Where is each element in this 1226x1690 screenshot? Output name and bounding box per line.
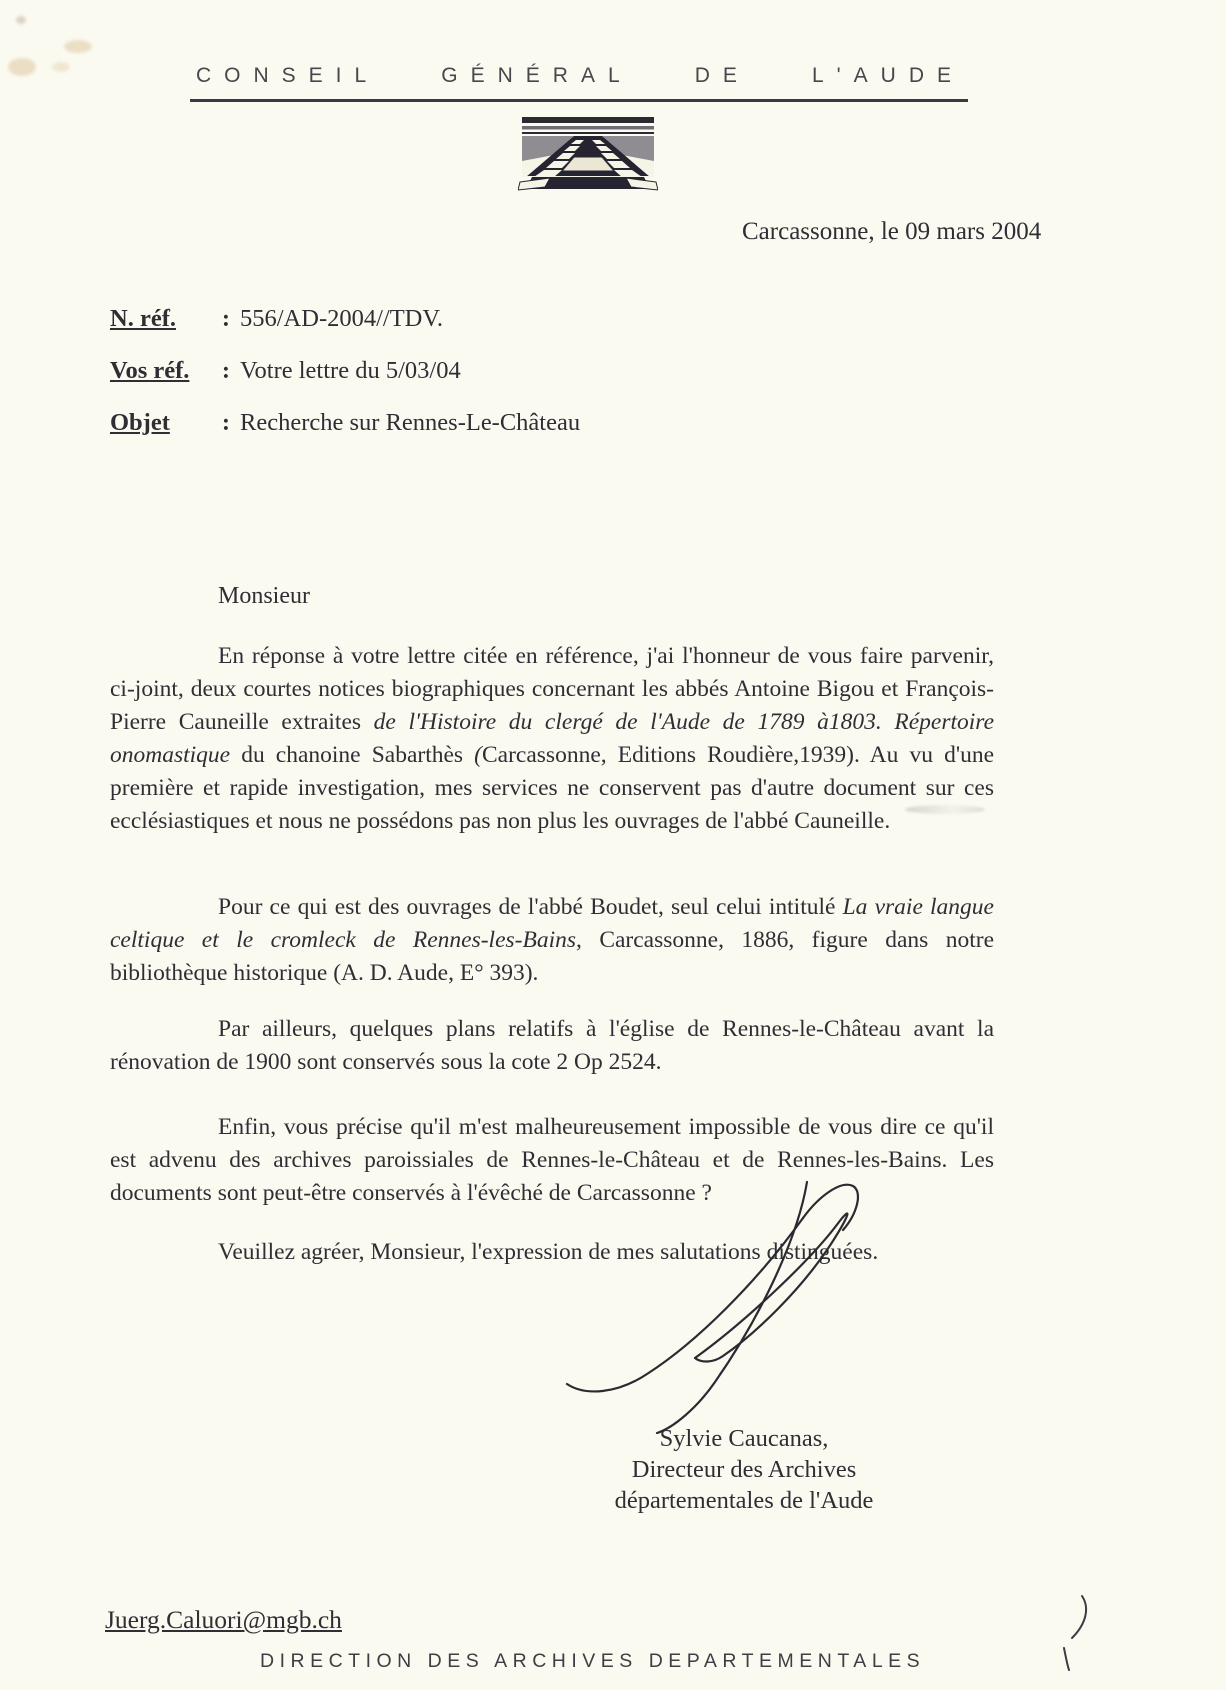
- footer-email: Juerg.Caluori@mgb.ch: [105, 1605, 342, 1634]
- reference-value: Votre lettre du 5/03/04: [240, 357, 461, 384]
- signer-title-line2: départementales de l'Aude: [614, 1487, 874, 1514]
- reference-row-objet: [110, 409, 580, 437]
- org-word: GÉNÉRAL: [441, 64, 633, 87]
- body-paragraph-1: [110, 640, 994, 838]
- reference-colon: :: [221, 305, 231, 332]
- org-word: CONSEIL: [196, 64, 380, 87]
- pen-mark: [1052, 1592, 1097, 1672]
- footer-department: DIRECTION DES ARCHIVES DEPARTEMENTALES: [260, 1650, 926, 1672]
- reference-label: Vos réf.: [110, 357, 190, 384]
- railway-tracks-logo-icon: [518, 117, 658, 197]
- reference-row-vosref: [110, 357, 461, 385]
- text-segment: Carcassonne, Editions Roudière,1939). Au vu d'une première et rapide investigation, mes services ne conservent pas d'autre document sur ces ecclésiastiques et nous ne possédons pas non plus les ouvrages de l'abbé Cauneille.: [110, 742, 994, 834]
- handwritten-signature: [545, 1172, 875, 1434]
- paper-speck: [64, 40, 92, 53]
- reference-value: 556/AD-2004//TDV.: [240, 305, 444, 332]
- org-name: [196, 64, 964, 88]
- reference-value: Recherche sur Rennes-Le-Château: [240, 409, 581, 436]
- body-paragraph-2: [110, 891, 994, 990]
- closing-line: Veuillez agréer, Monsieur, l'expression de mes salutations distinguées.: [218, 1239, 879, 1265]
- text-segment: Pour ce qui est des ouvrages de l'abbé Boudet, seul celui intitulé: [218, 894, 843, 920]
- text-segment: Enfin, vous précise qu'il m'est malheureusement impossible de vous dire ce qu'il est advenu des archives paroissiales de Rennes-le-Château et de Rennes-les-Bains. Les documents sont peut-être conservés à l'évêché de Carcassonne ?: [110, 1114, 994, 1206]
- paper-speck: [8, 58, 36, 76]
- body-paragraph-3: [110, 1013, 994, 1079]
- reference-row-nref: [110, 305, 443, 333]
- signer-name: Sylvie Caucanas,: [659, 1425, 829, 1452]
- text-segment: La vraie langue celtique et le cromleck de Rennes-les-Bains: [110, 894, 994, 953]
- reference-label: N. réf.: [110, 305, 176, 332]
- reference-label: Objet: [110, 409, 170, 436]
- signer-title-line1: Directeur des Archives: [631, 1456, 857, 1483]
- dateline: Carcassonne, le 09 mars 2004: [742, 218, 1042, 245]
- text-segment: de l'Histoire du clergé de l'Aude de 1789 à1803. Répertoire onomastique: [110, 709, 995, 768]
- salutation: Monsieur: [218, 583, 310, 609]
- org-word: L'AUDE: [811, 64, 964, 87]
- text-segment: En réponse à votre lettre citée en référence, j'ai l'honneur de vous faire parvenir, ci-joint, deux courtes notices biographiques concernant les abbés Antoine Bigou et François-Pierre Cauneille extraites: [110, 643, 994, 735]
- text-segment: Par ailleurs, quelques plans relatifs à l'église de Rennes-le-Château avant la rénovation de 1900 sont conservés sous la cote 2 Op 2524.: [110, 1016, 994, 1075]
- header-rule: [190, 99, 968, 102]
- text-segment: du chanoine Sabarthès: [230, 742, 475, 768]
- text-segment: , Carcassonne, 1886, figure dans notre bibliothèque historique (A. D. Aude, E° 393).: [110, 927, 995, 986]
- ink-smudge: [905, 805, 985, 814]
- signature-block: [592, 1423, 896, 1516]
- text-segment: (: [474, 742, 482, 768]
- org-word: DE: [694, 64, 750, 87]
- paper-speck: [52, 62, 70, 72]
- reference-colon: :: [221, 409, 231, 436]
- reference-colon: :: [221, 357, 231, 384]
- paper-speck: [16, 16, 26, 24]
